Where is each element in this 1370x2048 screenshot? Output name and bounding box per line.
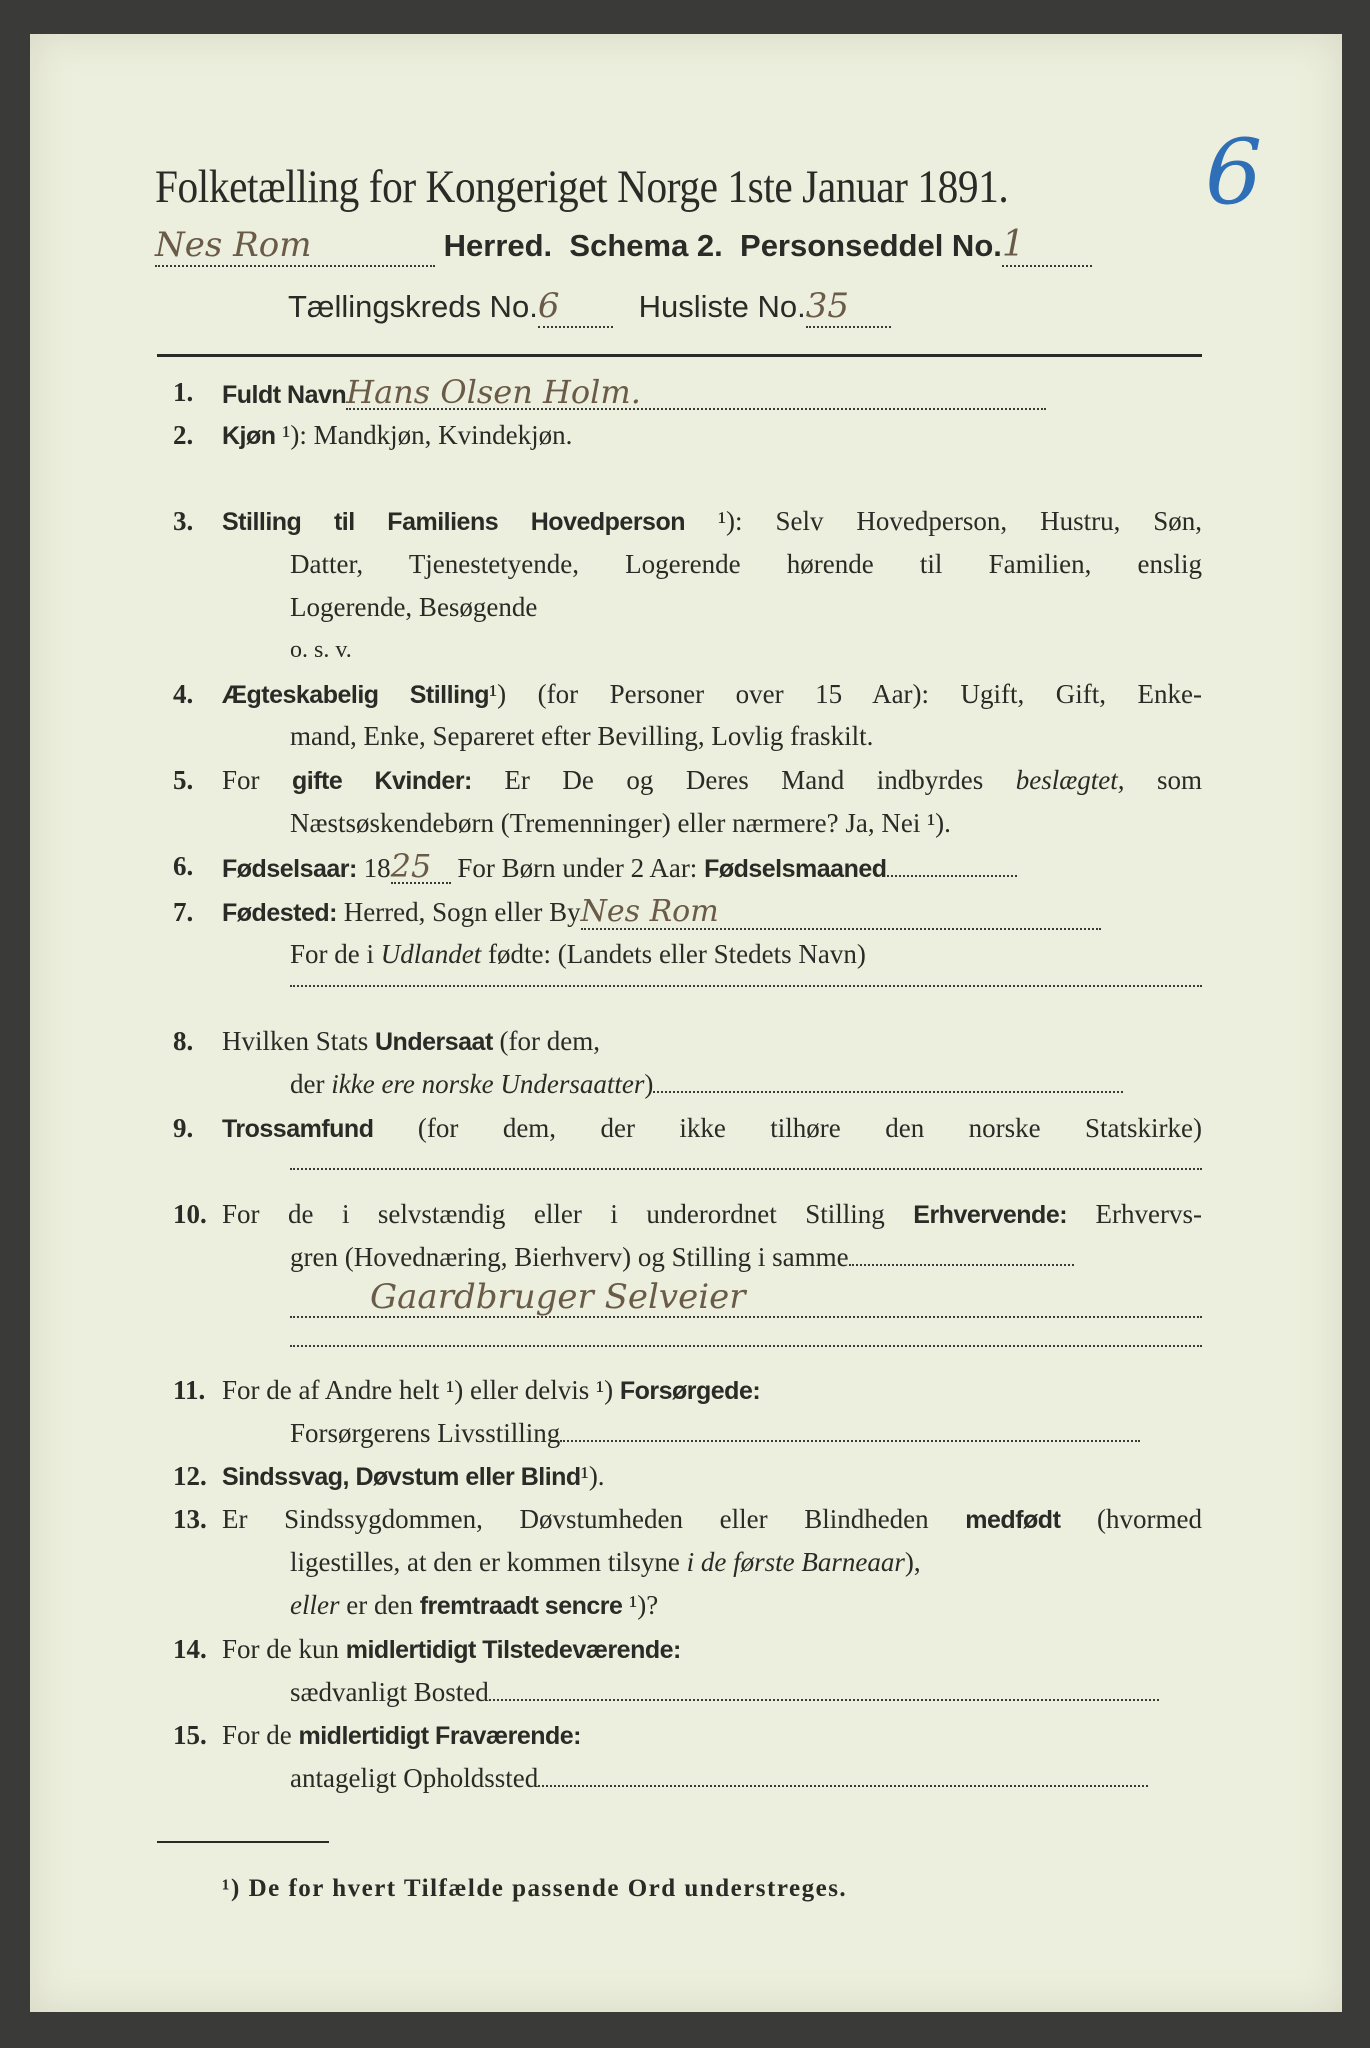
item-number: 8. [173, 1026, 194, 1056]
personseddel-value: 1 [1002, 224, 1092, 267]
dotted-line [290, 1168, 1202, 1170]
item-number: 2. [173, 420, 194, 450]
form-text: midlertidigt Tilstedeværende: [345, 1636, 681, 1664]
form-text: fremtraadt sencre [419, 1592, 623, 1620]
form-text: Fødested: [222, 899, 337, 927]
item-number: 12. [173, 1461, 207, 1491]
item-congenital-line2 [290, 1546, 921, 1578]
item-number: 14. [173, 1634, 207, 1664]
form-text: For de [222, 1720, 292, 1750]
form-text: For Børn under 2 Aar: [457, 853, 698, 883]
header-rule [157, 354, 1202, 357]
item-number: 3. [173, 506, 194, 536]
form-text: Sindssvag, Døvstum eller Blind [222, 1463, 581, 1491]
dotted-line [290, 1345, 1202, 1347]
form-text: Forsørgede: [619, 1377, 761, 1405]
personseddel-label: Personseddel No. [740, 228, 1002, 263]
form-text: Erhvervende: [913, 1201, 1068, 1229]
item-married-women [222, 764, 1202, 797]
form-text: Hvilken Stats [222, 1026, 369, 1056]
item-supported [222, 1374, 760, 1407]
form-text: ¹). [580, 1461, 605, 1491]
form-text: midlertidigt Fraværende: [298, 1722, 581, 1750]
item-temporary-present [222, 1633, 681, 1666]
form-text: medfødt [965, 1506, 1061, 1534]
item-family-position-line3: Logerende, Besøgende [290, 592, 538, 622]
item-supported-line2 [290, 1417, 1140, 1449]
footnote-rule [157, 1841, 329, 1843]
item-citizenship-line2: der ikke ere norske Undersaatter) [290, 1068, 1123, 1100]
item-number: 4. [173, 679, 194, 709]
form-text: Herred, Sogn eller By [343, 897, 581, 927]
form-text: Mandkjøn, Kvindekjøn. [313, 420, 573, 450]
form-text: 18 [363, 853, 391, 883]
form-text: Fuldt Navn [222, 381, 347, 409]
form-text: Kjøn [222, 422, 276, 450]
item-number: 15. [173, 1720, 207, 1750]
form-text: i de første Barneaar [686, 1547, 905, 1577]
item-congenital [222, 1503, 1202, 1536]
form-text: For de kun [222, 1634, 339, 1664]
herred-value: Nes Rom [155, 225, 435, 267]
form-text [653, 1091, 1123, 1093]
census-form-page [30, 34, 1342, 2012]
form-text: Selv Hovedperson, Hustru, Søn, [775, 506, 1203, 536]
birth-year-value: 25 [391, 850, 451, 884]
item-congenital-line3 [290, 1589, 658, 1622]
item-temporary-absent-line2 [290, 1762, 1148, 1794]
form-text: er den [346, 1590, 413, 1620]
item-temporary-absent [222, 1719, 581, 1752]
full-name-value: Hans Olsen Holm. [346, 376, 1046, 410]
occupation-value: Gaardbruger Selveier [290, 1278, 1202, 1318]
form-text: Stilling til Familiens Hovedperson [222, 508, 686, 536]
form-text: (for dem, der ikke tilhøre den norske Statskirke) [417, 1113, 1203, 1143]
item-birthplace [222, 896, 1101, 930]
form-text: Er Sindssygdommen, Døvstumheden eller Blindheden [222, 1504, 929, 1534]
item-married-women-line2: Næstsøskendebørn (Tremenninger) eller nærmere? Ja, Nei ¹). [290, 808, 951, 838]
form-text: Trossamfund [222, 1115, 374, 1143]
item-religion [222, 1112, 1202, 1145]
form-text: ¹)? [629, 1590, 659, 1620]
form-text [887, 875, 1017, 877]
kreds-label: Tællingskreds No. [288, 289, 538, 324]
form-text: For [222, 765, 260, 795]
item-number: 9. [173, 1113, 194, 1143]
item-number: 13. [173, 1504, 207, 1534]
form-text: eller [290, 1590, 340, 1620]
form-title: Folketælling for Kongeriget Norge 1ste Januar 1891. [155, 161, 1009, 213]
form-text [560, 1440, 1140, 1442]
form-text: ¹): [282, 420, 307, 450]
form-text: som [1157, 765, 1203, 795]
item-number: 5. [173, 765, 194, 795]
form-text: beslægtet, [1015, 765, 1125, 795]
husliste-label: Husliste No. [638, 289, 806, 324]
form-text: der [290, 1069, 325, 1099]
item-disability [222, 1460, 605, 1493]
form-text: ¹): [717, 506, 743, 536]
item-family-position [222, 505, 1202, 538]
form-text: (hvormed [1097, 1504, 1202, 1534]
form-text: For de i [290, 939, 374, 969]
kreds-value: 6 [538, 286, 613, 328]
item-occupation-line2 [290, 1241, 1074, 1273]
form-text: Fødselsaar: [222, 855, 357, 883]
form-text: Ægteskabelig Stilling [222, 681, 490, 709]
birthplace-value: Nes Rom [581, 896, 1101, 930]
item-marital-status [222, 678, 1202, 711]
item-family-position-line4: o. s. v. [290, 637, 352, 663]
form-text: Er De og Deres Mand indbyrdes [504, 765, 984, 795]
item-occupation [222, 1198, 1202, 1231]
kreds-line [288, 286, 891, 328]
herred-line [155, 224, 1092, 267]
corner-mark: 6 [1205, 120, 1263, 225]
form-text: Erhvervs- [1095, 1199, 1203, 1229]
item-number: 10. [173, 1199, 207, 1229]
schema-label: Schema 2. [569, 228, 723, 263]
item-temporary-present-line2 [290, 1676, 1159, 1708]
dotted-line [290, 985, 1202, 987]
form-text: ¹) (for Personer over 15 Aar): Ugift, Gift, Enke- [489, 679, 1202, 709]
form-text: ligestilles, at den er kommen tilsyne [290, 1547, 680, 1577]
form-text: sædvanligt Bosted [290, 1677, 489, 1707]
form-text: gifte Kvinder: [292, 767, 472, 795]
item-family-position-line2: Datter, Tjenestetyende, Logerende hørende til Familien, enslig [290, 549, 1202, 579]
form-text: For de af Andre helt ¹) eller delvis ¹) [222, 1375, 614, 1405]
item-number: 7. [173, 897, 194, 927]
footnote: ¹) De for hvert Tilfælde passende Ord understreges. [222, 1875, 848, 1902]
item-birth-year [222, 847, 1017, 885]
form-text: Udlandet [380, 939, 482, 969]
item-sex [222, 419, 572, 452]
form-text [538, 1785, 1148, 1787]
item-number: 6. [173, 851, 194, 881]
item-full-name [222, 373, 1046, 411]
form-text: For de i selvstændig eller i underordnet Stilling [222, 1199, 885, 1229]
form-text: Forsørgerens Livsstilling [290, 1418, 561, 1448]
item-number: 11. [173, 1375, 206, 1405]
item-number: 1. [173, 377, 194, 407]
item-citizenship [222, 1025, 600, 1058]
item-marital-status-line2: mand, Enke, Separeret efter Bevilling, Lovlig fraskilt. [290, 721, 874, 751]
form-text: Fødselsmaaned [704, 855, 887, 883]
item-birthplace-line2 [290, 938, 866, 970]
form-text [489, 1699, 1159, 1701]
form-text: fødte: (Landets eller Stedets Navn) [488, 939, 866, 969]
form-text: antageligt Opholdssted [290, 1763, 539, 1793]
form-text: gren (Hovednæring, Bierhverv) og Stilling i samme [290, 1242, 849, 1272]
form-text [849, 1264, 1074, 1266]
husliste-value: 35 [806, 286, 891, 328]
form-text: Undersaat [375, 1028, 493, 1056]
form-text: (for dem, [499, 1026, 600, 1056]
form-text: ), [904, 1547, 921, 1577]
form-text: ikke ere norske Undersaatter [331, 1069, 645, 1099]
herred-label: Herred. [443, 228, 553, 263]
